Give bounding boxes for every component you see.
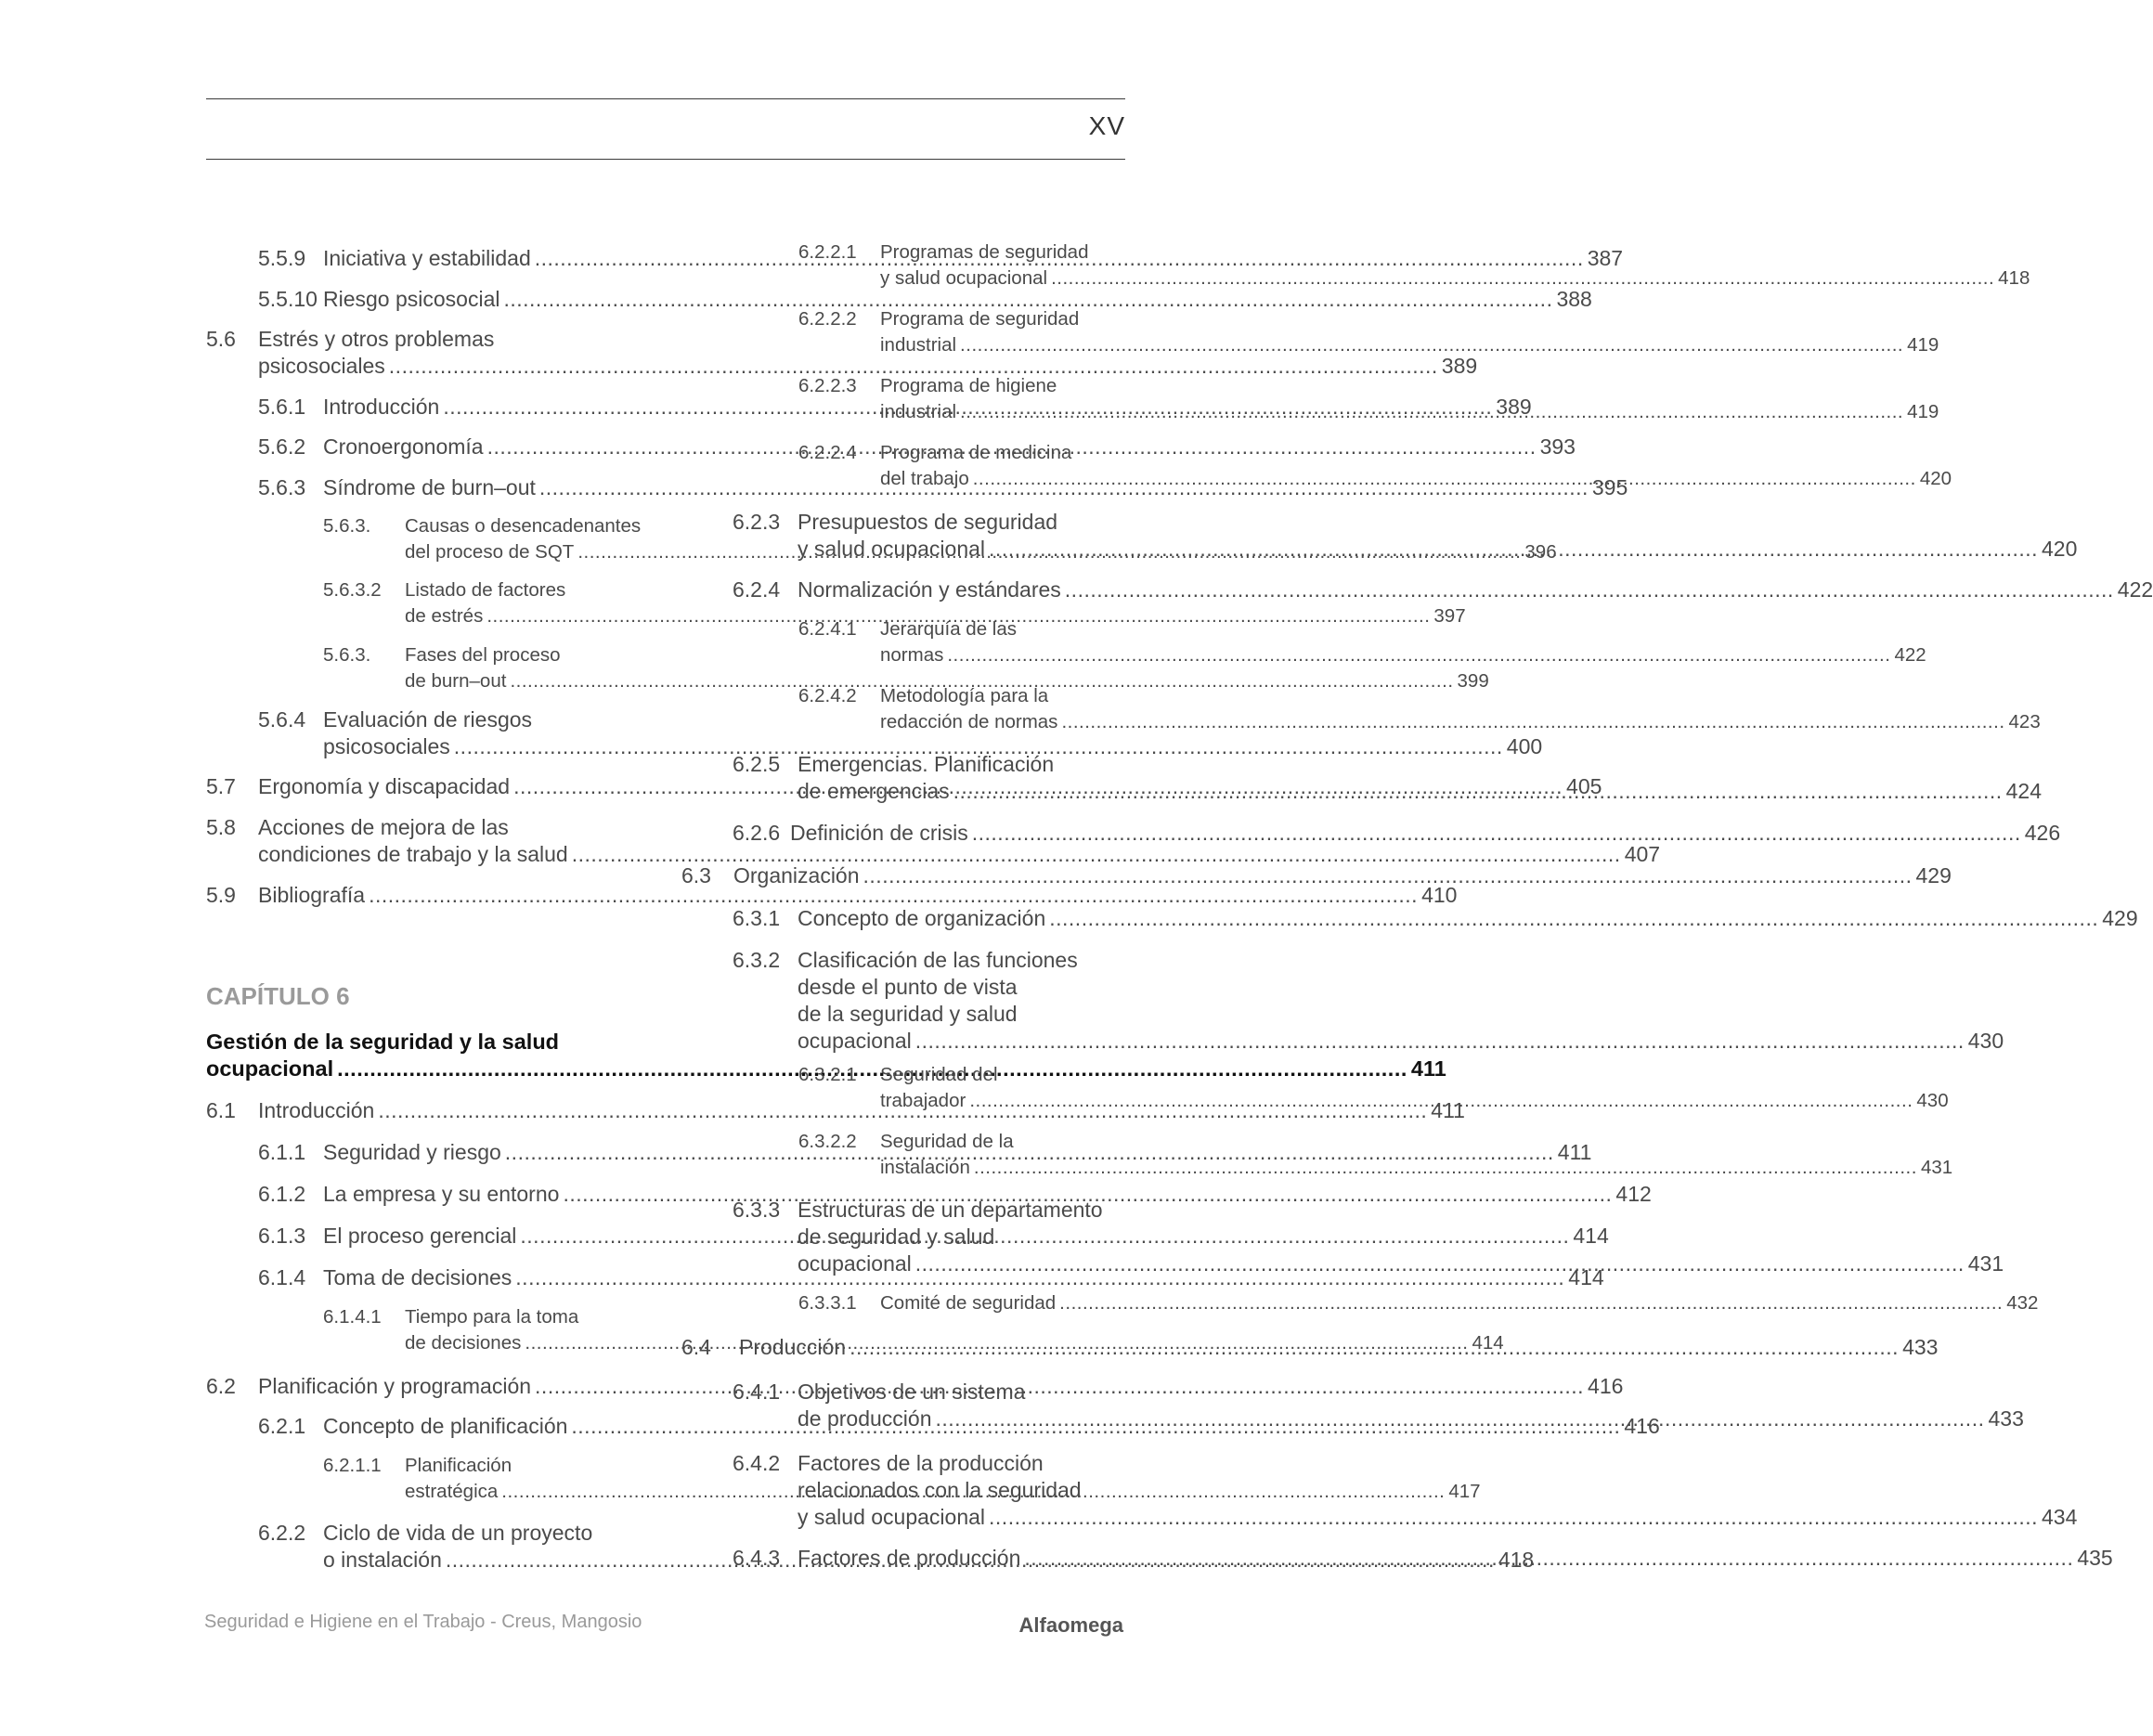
toc-entry-number: 5.7 [206, 774, 236, 798]
toc-entry-title: Normalización y estándares [798, 577, 1061, 602]
toc-entry-number: 5.6.1 [258, 395, 306, 419]
toc-entry-title: Riesgo psicosocial [323, 287, 500, 311]
toc-entry-number: 5.6.3 [258, 475, 306, 499]
toc-entry-title: La empresa y su entorno [323, 1182, 560, 1206]
footer-publisher: Alfaomega [1018, 1613, 1123, 1637]
leader-dots [968, 820, 2025, 847]
toc-entry-title: Estructuras de un departamento [798, 1198, 1103, 1222]
leader-dots [860, 862, 1916, 889]
toc-entry-number: 6.2.2.3 [798, 375, 857, 396]
toc-entry-page: 434 [2042, 1505, 2078, 1529]
leader-dots [1045, 905, 2102, 932]
toc-entry-page: 414 [1573, 1224, 1609, 1248]
header-bottom-rule [206, 159, 1125, 160]
toc-entry-title: Estrés y otros problemas [258, 327, 495, 351]
toc-entry-number: 6.1.2 [258, 1182, 306, 1206]
toc-entry-page: 420 [2042, 537, 2078, 561]
toc-entry-title: El proceso gerencial [323, 1224, 517, 1248]
leader-dots [985, 536, 2042, 563]
toc-entry-number: 6.4.2 [733, 1451, 781, 1475]
leader-dots [943, 642, 1894, 668]
toc-entry-page: 395 [1591, 475, 1628, 499]
toc-entry-title: y salud ocupacional [798, 537, 986, 561]
toc-entry-number: 5.6.2 [258, 434, 306, 459]
toc-entry-title: relacionados con la seguridad [798, 1478, 1082, 1502]
toc-entry-title: Programa de higiene [880, 375, 1057, 396]
toc-entry-title: industrial [880, 334, 957, 356]
toc-entry-title: condiciones de trabajo y la salud [258, 842, 568, 866]
toc-entry-number: 6.2.5 [733, 752, 781, 776]
toc-entry-number: 6.2 [206, 1374, 236, 1398]
toc-entry-title: Factores de producción [798, 1546, 1021, 1570]
chapter-label: CAPÍTULO 6 [206, 982, 350, 1010]
toc-entry-page: 423 [2008, 711, 2041, 732]
toc-entry-page: 432 [2006, 1292, 2039, 1314]
toc-entry-title: psicosociales [258, 354, 385, 378]
toc-entry-page: 387 [1587, 246, 1624, 270]
toc-entry-page: 420 [1919, 468, 1952, 489]
toc-entry-title: industrial [880, 401, 957, 422]
chapter-title-line: ocupacional [206, 1056, 334, 1081]
toc-entry-title: instalación [880, 1157, 970, 1178]
toc-entry-page: 426 [2024, 821, 2061, 845]
toc-entry-page: 431 [1967, 1251, 2004, 1276]
toc-entry-number: 6.1.1 [258, 1140, 306, 1164]
toc-entry-page: 433 [1902, 1335, 1939, 1359]
toc-entry-number: 6.4.1 [733, 1380, 781, 1404]
toc-entry-title: Emergencias. Planificación [798, 752, 1055, 776]
toc-entry-page: 431 [1920, 1157, 1953, 1178]
toc-entry [798, 683, 2041, 735]
toc-entry-number: 5.9 [206, 883, 236, 907]
toc-entry-title: Concepto de planificación [323, 1414, 568, 1438]
toc-entry-title: Producción [739, 1335, 847, 1359]
toc-entry [258, 1264, 1604, 1291]
toc-entry-title: Metodología para la [880, 685, 1049, 706]
header-top-rule [206, 98, 1125, 99]
toc-entry-page: 396 [1524, 541, 1557, 563]
toc-entry-number: 6.2.1 [258, 1414, 306, 1438]
toc-entry-number: 6.3.1 [733, 906, 781, 930]
toc-entry-page: 422 [1894, 644, 1926, 666]
toc-entry-page: 418 [1998, 267, 2030, 289]
toc-entry-page: 407 [1624, 842, 1661, 866]
toc-entry-page: 430 [1967, 1029, 2004, 1053]
toc-entry-title: de emergencias [798, 779, 950, 803]
leader-dots [966, 1088, 1916, 1114]
toc-entry-title: desde el punto de vista [798, 975, 1018, 999]
toc-entry-title: Fases del proceso [405, 644, 561, 666]
toc-entry-page: 422 [2117, 577, 2153, 602]
leader-dots [1061, 577, 2118, 603]
toc-entry-number: 6.4 [681, 1335, 711, 1359]
toc-entry-title: Seguridad de la [880, 1131, 1014, 1152]
toc-entry-title: o instalación [323, 1548, 442, 1572]
leader-dots [985, 1504, 2042, 1531]
toc-entry-title: del trabajo [880, 468, 969, 489]
toc-entry-title: Clasificación de las funciones [798, 948, 1078, 972]
toc-entry-number: 6.2.2.4 [798, 442, 857, 463]
toc-entry-title: Jerarquía de las [880, 618, 1018, 640]
toc-entry-title: ocupacional [798, 1251, 912, 1276]
toc-entry-title: Programa de medicina [880, 442, 1072, 463]
toc-entry-number: 6.3 [681, 863, 711, 887]
toc-entry-page: 419 [1907, 334, 1939, 356]
toc-entry-page: 429 [1915, 863, 1952, 887]
toc-entry-title: Cronoergonomía [323, 434, 484, 459]
leader-dots [969, 466, 1920, 492]
toc-entry-number: 6.2.4.1 [798, 618, 857, 640]
toc-entry-number: 6.4.3 [733, 1546, 781, 1570]
toc-entry-title: Programas de seguridad [880, 241, 1089, 263]
toc-entry-number: 6.1.3 [258, 1224, 306, 1248]
page-number: XV [1088, 111, 1125, 140]
toc-entry-title: del proceso de SQT [405, 541, 575, 563]
leader-dots [912, 1250, 1968, 1277]
leader-dots [1047, 266, 1998, 291]
toc-entry-page: 429 [2102, 906, 2138, 930]
toc-entry-number: 6.2.4.2 [798, 685, 857, 706]
toc-entry [733, 905, 2138, 932]
toc-entry-page: 410 [1421, 883, 1458, 907]
toc-entry-number: 6.3.3 [733, 1198, 781, 1222]
toc-entry-title: redacción de normas [880, 711, 1058, 732]
toc-entry-page: 389 [1441, 354, 1478, 378]
toc-entry-number: 6.3.3.1 [798, 1292, 857, 1314]
leader-dots [950, 778, 2006, 805]
leader-dots [970, 1155, 1921, 1181]
toc-entry-title: Introducción [258, 1098, 375, 1122]
toc-entry-number: 6.1 [206, 1098, 236, 1122]
toc-entry-title: de la seguridad y salud [798, 1002, 1018, 1026]
toc-entry-page: 419 [1907, 401, 1939, 422]
toc-entry-number: 5.5.10 [258, 287, 318, 311]
toc-entry-page: 393 [1539, 434, 1576, 459]
toc-entry-title: Organización [733, 863, 860, 887]
toc-entry-number: 5.6.3.2 [323, 579, 382, 601]
toc-entry-title: ocupacional [798, 1029, 912, 1053]
leader-dots [956, 332, 1907, 358]
toc-entry-page: 412 [1615, 1182, 1652, 1206]
toc-entry-page: 411 [1557, 1140, 1592, 1164]
toc-entry-page: 389 [1496, 395, 1532, 419]
chapter-page: 411 [1410, 1056, 1446, 1081]
toc-entry [206, 882, 1458, 909]
toc-entry-number: 6.3.2 [733, 948, 781, 972]
toc-entry-page: 411 [1431, 1098, 1465, 1122]
toc-entry-number: 5.5.9 [258, 246, 306, 270]
toc-entry-page: 399 [1457, 670, 1489, 692]
toc-entry-title: Acciones de mejora de las [258, 815, 509, 839]
toc-entry-page: 416 [1624, 1414, 1660, 1438]
toc-entry-title: Síndrome de burn–out [323, 475, 536, 499]
toc-entry [733, 577, 2153, 603]
toc-entry-page: 424 [2005, 779, 2043, 803]
toc-entry-title: Planificación [405, 1455, 512, 1476]
toc-entry [258, 1181, 1652, 1208]
toc-entry-page: 388 [1556, 287, 1592, 311]
toc-entry-page: 397 [1433, 605, 1466, 627]
toc-entry-number: 5.6 [206, 327, 236, 351]
toc-entry-title: Ergonomía y discapacidad [258, 774, 511, 798]
toc-entry-number: 6.2.2.1 [798, 241, 857, 263]
toc-entry [733, 820, 2061, 847]
toc-entry-title: Factores de la producción [798, 1451, 1044, 1475]
toc-entry-number: 5.6.3. [323, 644, 371, 666]
toc-entry-title: de burn–out [405, 670, 507, 692]
toc-entry-title: Comité de seguridad [880, 1292, 1057, 1314]
toc-entry-title: Toma de decisiones [323, 1265, 512, 1289]
toc-entry-number: 5.6.3. [323, 515, 371, 537]
toc-entry-page: 414 [1472, 1332, 1504, 1354]
toc-entry-number: 6.2.6 [733, 821, 781, 845]
leader-dots [846, 1334, 1902, 1361]
leader-dots [956, 399, 1907, 425]
toc-entry-title: y salud ocupacional [798, 1505, 986, 1529]
toc-entry-number: 6.1.4.1 [323, 1306, 382, 1328]
toc-entry-title: y salud ocupacional [880, 267, 1048, 289]
toc-entry-number: 5.8 [206, 815, 236, 839]
toc-entry-page: 400 [1506, 734, 1543, 758]
toc-entry-title: Presupuestos de seguridad [798, 510, 1058, 534]
toc-entry-page: 435 [2077, 1546, 2113, 1570]
toc-entry-number: 5.6.4 [258, 707, 306, 732]
toc-entry-title: Programa de seguridad [880, 308, 1080, 330]
toc-entry-number: 6.2.1.1 [323, 1455, 382, 1476]
toc-entry-number: 6.2.3 [733, 510, 781, 534]
leader-dots [1057, 709, 2008, 735]
toc-entry-page: 405 [1566, 774, 1602, 798]
toc-entry-title: Definición de crisis [790, 821, 968, 845]
toc-entry-title: Evaluación de riesgos [323, 707, 533, 732]
toc-entry-title: de estrés [405, 605, 484, 627]
toc-entry-title: Concepto de organización [798, 906, 1046, 930]
toc-entry [733, 947, 2004, 1055]
toc-entry-title: de decisiones [405, 1332, 522, 1354]
toc-entry-title: Listado de factores [405, 579, 566, 601]
toc-entry [798, 1290, 2039, 1316]
toc-entry-title: Seguridad y riesgo [323, 1140, 501, 1164]
toc-entry-number: 6.3.2.1 [798, 1064, 857, 1085]
toc-entry-title: psicosociales [323, 734, 450, 758]
toc-entry-page: 416 [1588, 1374, 1624, 1398]
toc-entry-page: 433 [1988, 1406, 2024, 1431]
toc-entry-title: Planificación y programación [258, 1374, 532, 1398]
toc-entry-page: 418 [1498, 1548, 1535, 1572]
toc-entry-title: Ciclo de vida de un proyecto [323, 1521, 593, 1545]
toc-entry-title: normas [880, 644, 944, 666]
toc-entry-number: 6.3.2.2 [798, 1131, 857, 1152]
toc-entry-title: Bibliografía [258, 883, 366, 907]
toc-entry-page: 430 [1916, 1090, 1949, 1111]
toc-entry-title: Iniciativa y estabilidad [323, 246, 531, 270]
chapter-title-line: Gestión de la seguridad y la salud [206, 1030, 560, 1054]
toc-entry-title: Objetivos de un sistema [798, 1380, 1026, 1404]
toc-entry-number: 6.2.2.2 [798, 308, 857, 330]
toc-entry-title: trabajador [880, 1090, 966, 1111]
toc-entry [258, 286, 1592, 313]
toc-entry-title: de seguridad y salud [798, 1224, 995, 1249]
leader-dots [1056, 1290, 2006, 1316]
toc-entry-page: 417 [1448, 1481, 1481, 1502]
toc-entry-page: 414 [1568, 1265, 1604, 1289]
leader-dots [912, 1028, 1968, 1055]
footer-book-title: Seguridad e Higiene en el Trabajo - Creus, Mangosio [204, 1612, 642, 1632]
toc-entry-title: Introducción [323, 395, 440, 419]
toc-entry-title: estratégica [405, 1481, 499, 1502]
leader-dots [932, 1406, 1989, 1432]
toc-entry [798, 306, 1939, 358]
toc-entry-number: 6.2.4 [733, 577, 781, 602]
toc-entry [681, 862, 1952, 889]
toc-entry-title: Causas o desencadenantes [405, 515, 642, 537]
toc-entry-number: 6.1.4 [258, 1265, 306, 1289]
toc-entry-title: Tiempo para la toma [405, 1306, 579, 1328]
toc-entry-title: de producción [798, 1406, 932, 1431]
leader-dots [1020, 1545, 2077, 1572]
toc-entry-number: 6.2.2 [258, 1521, 306, 1545]
toc-entry-title: Seguridad del [880, 1064, 998, 1085]
